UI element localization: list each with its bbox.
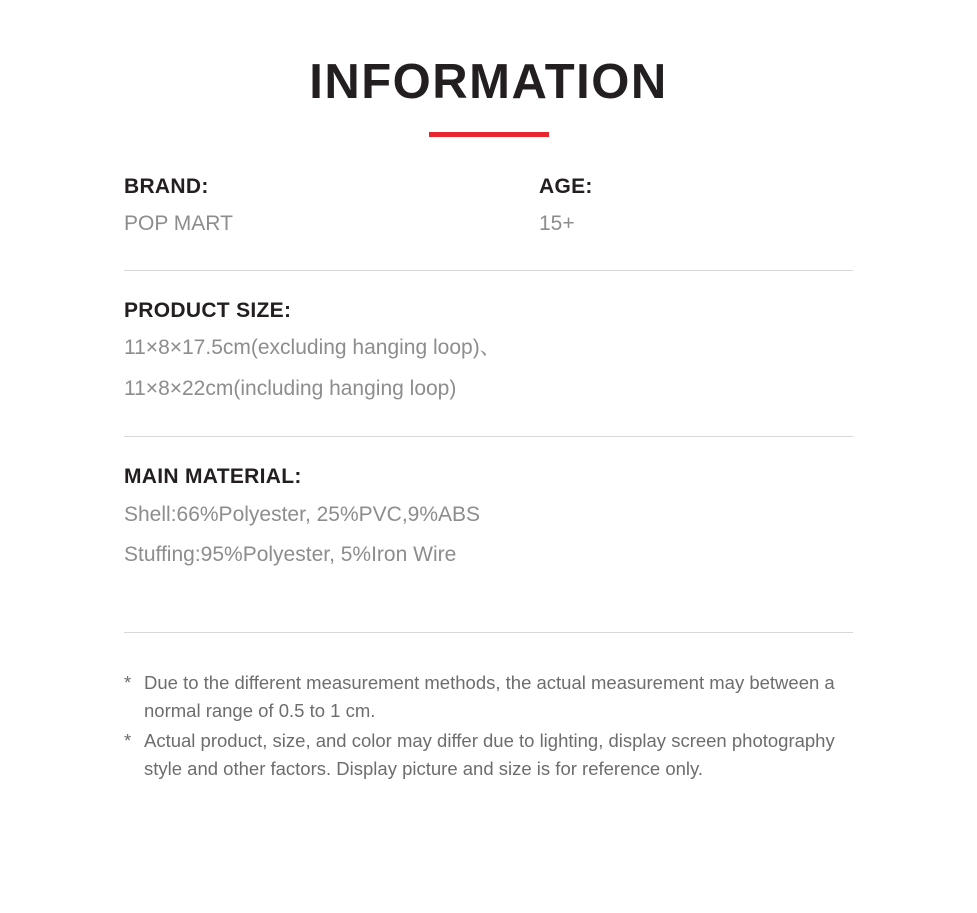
note-item [124, 669, 853, 725]
product-size-label: PRODUCT SIZE: [124, 299, 292, 323]
divider-1 [124, 270, 853, 271]
note-text: Actual product, size, and color may differ due to lighting, display screen photography style and other factors. Display picture and size is for reference only. [144, 729, 835, 779]
note-text: Due to the different measurement methods, the actual measurement may between a normal range of 0.5 to 1 cm. [144, 672, 835, 722]
product-size-field [124, 297, 853, 410]
product-size-line: 11×8×17.5cm(excluding hanging loop)、 [124, 336, 501, 360]
main-material-label: MAIN MATERIAL: [124, 465, 302, 489]
divider-3 [124, 632, 853, 633]
note-marker: * [124, 729, 132, 751]
brand-age-row [124, 173, 853, 244]
age-field [539, 173, 853, 244]
title-accent-rule [429, 132, 549, 137]
information-content [0, 173, 977, 783]
age-label: AGE: [539, 174, 593, 198]
disclaimer-notes [124, 669, 853, 782]
main-material-field [124, 463, 853, 576]
product-size-line: 11×8×22cm(including hanging loop) [124, 377, 457, 401]
brand-label: BRAND: [124, 174, 209, 198]
age-value: 15+ [539, 212, 575, 236]
main-material-line: Stuffing:95%Polyester, 5%Iron Wire [124, 543, 457, 567]
brand-field [124, 173, 539, 244]
note-item [124, 727, 853, 783]
note-marker: * [124, 672, 132, 694]
divider-2 [124, 436, 853, 437]
main-material-line: Shell:66%Polyester, 25%PVC,9%ABS [124, 502, 481, 526]
page-title: INFORMATION [309, 55, 668, 109]
brand-value: POP MART [124, 212, 233, 236]
